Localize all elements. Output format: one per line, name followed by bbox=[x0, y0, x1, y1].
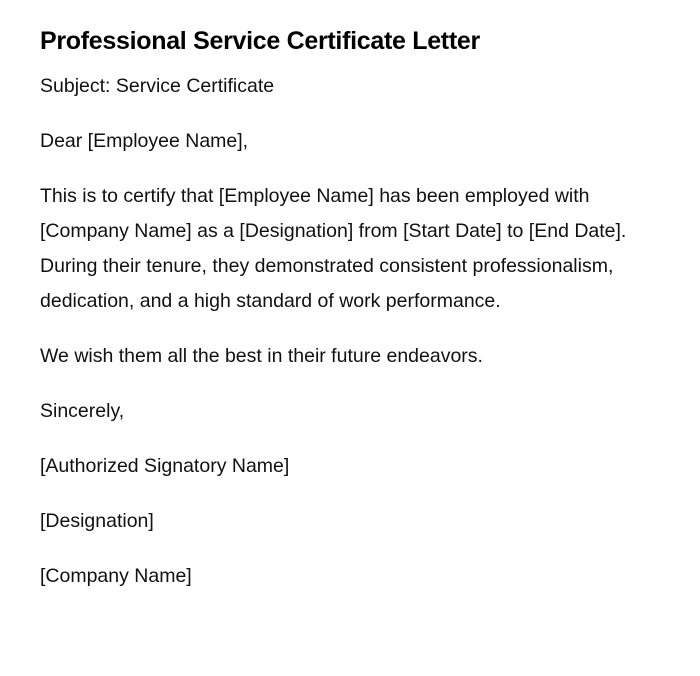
page-title: Professional Service Certificate Letter bbox=[40, 27, 480, 55]
closing-word: Sincerely, bbox=[40, 400, 125, 422]
signatory-company: [Company Name] bbox=[40, 565, 192, 587]
signatory-designation: [Designation] bbox=[40, 510, 154, 532]
letter-document bbox=[40, 24, 640, 594]
body-paragraph: This is to certify that [Employee Name] has been employed with [Company Name] as a [Designation] from [Start Date] to [End Date]. During their tenure, they demonstrated consistent professionalism, dedication, and a high standard of work performance. bbox=[40, 185, 627, 312]
salutation: Dear [Employee Name], bbox=[40, 130, 249, 152]
subject-line: Subject: Service Certificate bbox=[40, 75, 275, 97]
signatory-name: [Authorized Signatory Name] bbox=[40, 455, 290, 477]
closing-wish: We wish them all the best in their future endeavors. bbox=[40, 345, 483, 367]
